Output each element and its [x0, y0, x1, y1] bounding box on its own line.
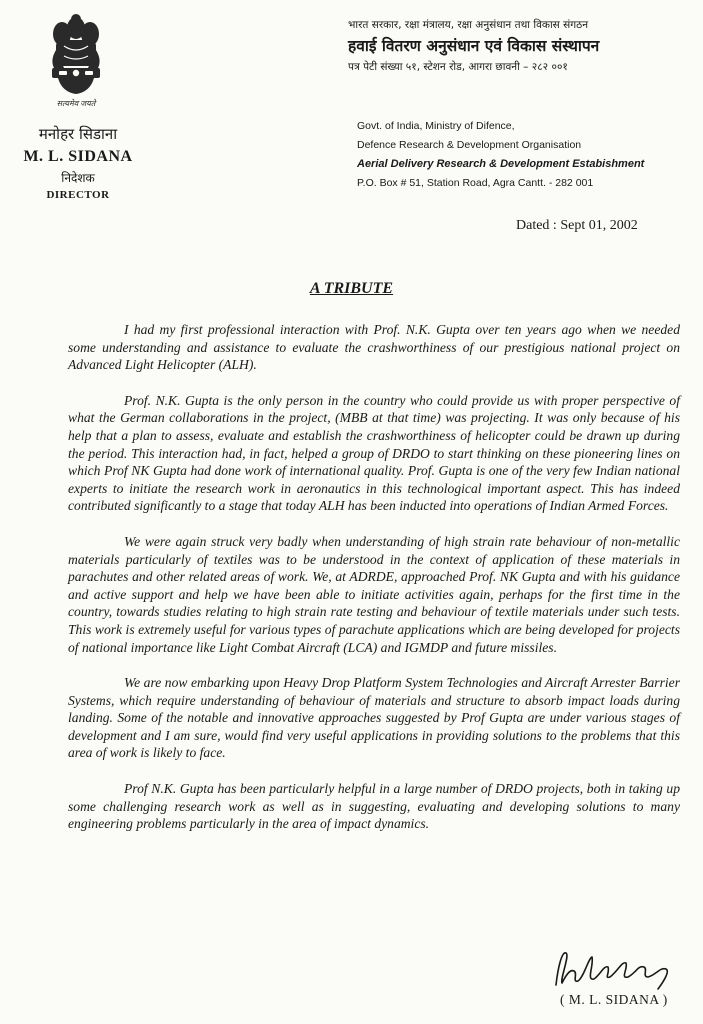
- body-paragraph: Prof. N.K. Gupta is the only person in the country who could provide us with proper perspective of what the German collaborations in the project, (MBB at that time) was projecting. It was only because of his help that a plan to assess, evaluate and establish the crashworthiness of helicopter could be drawn up during the period. This interaction had, in fact, helped a group of DRDO to start thinking on these pioneering lines on which Prof NK Gupta had done work of international quality. Prof. Gupta is one of the very few Indian national experts to initiate the research work in aeronautics in this technological important aspect. This has indeed contributed significantly to a stage that today ALH has been inducted into operations of Indian Armed Forces.: [68, 392, 680, 514]
- sender-block: [18, 124, 138, 201]
- letterhead-hindi-line1: भारत सरकार, रक्षा मंत्रालय, रक्षा अनुसंधान तथा विकास संगठन: [348, 19, 589, 31]
- letterhead-english: [357, 117, 697, 193]
- ashoka-emblem-icon: [44, 10, 108, 110]
- letterhead-establishment: Aerial Delivery Research & Development Estabishment: [357, 158, 645, 170]
- sender-designation: DIRECTOR: [46, 189, 110, 201]
- letterhead-address: P.O. Box # 51, Station Road, Agra Cantt. - 282 001: [357, 177, 594, 189]
- letter-date: Dated : Sept 01, 2002: [516, 218, 638, 233]
- body-paragraph: Prof N.K. Gupta has been particularly helpful in a large number of DRDO projects, both in taking up some challenging research work as well as in suggesting, evaluating and developing solutions to many engineering problems particularly in the area of impact dynamics.: [68, 781, 680, 832]
- sender-name: M. L. SIDANA: [23, 148, 133, 165]
- letterhead-ministry: Govt. of India, Ministry of Difence,: [357, 120, 515, 132]
- sender-name-hindi: मनोहर सिडाना: [38, 125, 118, 143]
- letter-title: A TRIBUTE: [309, 280, 394, 297]
- letter-body: [68, 321, 680, 851]
- handwritten-signature-icon: [548, 945, 678, 991]
- letterhead-hindi-org: हवाई वितरण अनुसंधान एवं विकास संस्थापन: [348, 37, 600, 55]
- body-paragraph: I had my first professional interaction with Prof. N.K. Gupta over ten years ago when we needed some understanding and assistance to evaluate the crashworthiness of our prestigious national project on Advanced Light Helicopter (ALH).: [68, 322, 680, 373]
- body-paragraph: We were again struck very badly when understanding of high strain rate behaviour of non-metallic materials particularly of textiles was to be understood in the context of application of these materials in parachutes and other related areas of work. We, at ADRDE, approached Prof. NK Gupta and with his guidance and active support and help we have been able to initiate activities again, perhaps for the first time in the country, towards studies relating to high strain rate testing and behaviour of textile materials under such tests. This work is extremely useful for various types of parachute applications which are being developed for projects of national importance like Light Combat Aircraft (LCA) and IGMDP and future missiles.: [68, 533, 680, 655]
- signatory-name: ( M. L. SIDANA ): [560, 992, 668, 1007]
- letterhead-organisation: Defence Research & Development Organisation: [357, 139, 582, 151]
- sender-designation-hindi: निदेशक: [61, 171, 95, 185]
- emblem-motto: सत्यमेव जयते: [56, 99, 96, 108]
- letterhead-hindi: [348, 18, 698, 74]
- body-paragraph: We are now embarking upon Heavy Drop Platform System Technologies and Aircraft Arrester Barrier Systems, which require understanding of behaviour of materials and structure to absorb impact loads during landing. Some of the notable and innovative approaches suggested by Prof Gupta are under various stages of development and I am sure, would find very useful applications in providing solutions to the problems that this area of work is likely to face.: [68, 675, 680, 761]
- letterhead-hindi-address: पत्र पेटी संख्या ५१, स्टेशन रोड, आगरा छावनी – २८२ ००१: [348, 61, 568, 73]
